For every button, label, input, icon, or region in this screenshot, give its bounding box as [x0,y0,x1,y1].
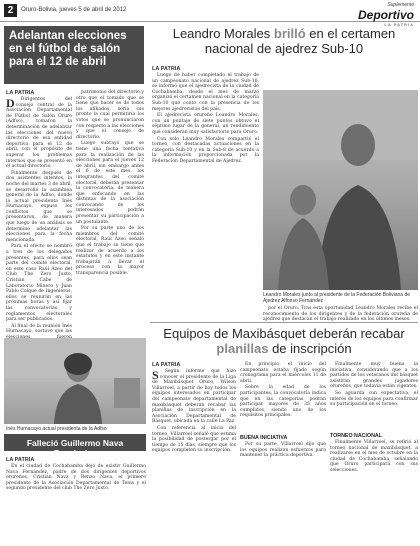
photo-ines-hurnacayo [4,338,146,424]
obituary-title-box [4,434,146,458]
maxi-p7: Se aguarda con expectativa, el interés de los equipos para confirmar su participación en el torneo. [330,390,418,408]
maxi-col3 [330,362,418,430]
maxi-col1 [152,369,236,542]
photo-leandro-morales [263,90,418,290]
chess-p3: Con solo Leandro Morales compartió el torneo, con destacadas actuaciones en la categoría Sub-10 y en la Sub-8 de acuerdo a la información proporcionada por la Federación Departamental de Ajedrez. [152,136,259,164]
futsal-p2: Finalmente después de dos asistentes intentos, la noche del martes 3 de abril, se desarrolló la asamblea general de la Adfso, donde la actual presidenta Inés Hurnacayo, expuso los conflictos que se presentaron, de manera que luego de un análisis se determinó adelantar las elecciones para la fecha mencionada. [6,170,72,243]
futsal-p5: patrimonio del directorio y otro que el tomado que se tiene que hacer es de todos los afiliados, sería sus pronto la cual permitiría los votos que se pronunciaron con respecto a las elecciones y que el consejo de directorio. [76,90,144,140]
maxi-p3: En principio, el inicio del campeonato estaba fijado según cronograma para el miércoles 11 de abril. [240,362,326,384]
maxi-p2: Con referencia al inicio del torneo, Villarroel señaló que estima la posibilidad de postergar por el tiempo de 15 días, siempre que los equipos completen su inscripción. [152,425,236,454]
obituary-text [6,464,146,542]
header-info: Oruro-Bolivia, jueves 5 de abril de 2012 [21,7,127,13]
maxi-p6: Finalmente muy buena la iniciativa, considerando que a los partidos de los veteranos del básquet asistirán grandes jugadores orureños, que todavía están vigentes. [330,362,418,390]
obituary-p1: En el ciudad de Cochabamba dejó de existir Guillermo Nava Fernández, padre de dos dirigentes deportivos orureños, Cristian Nava y Renzo Nava, el primero presidente de la Asociación Departamental de Tenis y el segundo presidente del club The Zero Justo. [6,464,146,492]
maxi-subhead-2: TORNEO NACIONAL [330,433,382,439]
page-number: 2 [4,4,17,17]
futsal-p3: Para el efecto se nombró a tres de los delegados presentes, para ellos sean parte del comité electoral, en este caso Raúl Azeo del Club The Zero Justo, Cristian Cabe de Laboratorio Minero y Juan Pablo Colque de Ingenieros, ellos se reunirán en las próximas horas y así fijar las convocatorias y reglamentos electorales para ser publicados. [6,244,72,323]
maxi-p5: Por su parte, Villarroel dijo que los equipos realizan esfuerzos para mantener la práctica deportiva. [240,442,326,459]
chess-headline [150,26,418,56]
futsal-p4: Al final de la reunión Inés Hurnacayo, sostuvo que las [6,323,72,335]
chess-section: LA PATRIA [152,66,181,72]
futsal-col1 [6,97,72,335]
maxi-col3b [330,440,418,542]
maxi-p8: Finalmente Villarroel, se refirió al torneo nacional de maxibásquet, a realizarse en el mes de octubre en la ciudad de Cochabamba, señalando que Oruro participará con sus selecciones. [330,440,418,473]
maxi-headline [150,326,418,356]
futsal-p1: Dirigentes del consejo central de la Asociación Departamental de Fútbol de Salón Oruro (Adfso), tomaron la determinación de adelantar las elecciones del nuevo directorio de esa entidad deportiva para el 12 de abril, con el propósito de superar los problemas internos que se presentó en el actual directorio. [6,97,72,170]
maxi-col2 [240,362,326,432]
futsal-p7: Por su parte uno de los miembros del comité electoral, Raúl Azeo señaló que el trabajo se tiene que realizar de acuerdo a los estatutos y en este instante trabajarán a llevar el proceso con la mayor transparencia posible. [76,226,144,276]
photo1-caption: Inés Hurnacayo actual presidenta de la Adfso [6,426,107,432]
section-divider [150,322,418,323]
maxi-p1: Según informe que hizo conocer el presidente de la Liga de Maxibásquet Oruro, Wilson Villarroel, a partir de hoy todos los equipos interesados en participar del campeonato departamental de maxibásquet deberán recabar las planillas de inscripción en la Asociación Departamental de Básquet, ubicada en la calle La Paz. [152,369,236,425]
maxi-headline-pre: Equipos de Maxibásquet deberán recabar [163,326,405,341]
obituary-title: Falleció Guillermo Nava Fernández [26,438,124,458]
maxi-col2b [240,442,326,542]
maxi-section: LA PATRIA [152,362,181,368]
futsal-headline: Adelantan elecciones en el fútbol de salón para el 12 de abril [9,30,127,68]
obituary-section: LA PATRIA [6,457,35,463]
chess-col1 [152,73,259,319]
chess-p1: Luego de haber completado el trabajo de un campeonato nacional de ajedrez Sub-10, se informó que el ajedrecista de la ciudad de Cochabamba, desde el mes de marzo organizó el certamen nacional en la categoría Sub-10 que contó con la presencia de los mejores ajedrecistas del país. [152,73,259,112]
supplement-logo [358,2,414,27]
futsal-col2 [76,90,144,335]
maxi-headline-highlight: planillas [216,341,269,356]
page-header [0,0,420,27]
brand-top: Suplemento [387,2,414,8]
brand-name: Deportivo [357,8,414,22]
drop-cap: D [6,96,15,110]
maxi-headline-post: de inscripción [268,341,352,356]
chess-headline-highlight: brilló [273,26,306,41]
brand-sub: LA PATRIA [384,22,414,27]
futsal-p6: Luego subrayó que se tiene una fecha tentativa para la realización de las elecciones para el jueves 12 de abril, sin embargo antes el 6 de este mes, los integrantes del comité electoral, deberán presentar la convocatoria, de manera que enfocando en las distintas de la asociación convocando de los interesados podrán presentar su participación a un postulante. [76,141,144,225]
chess-p2: El ajedrecista orureño Leandro Morales, con un puntaje de siete puntos obtuvo el séptimo lugar de la general, un rendimiento que consideran muy satisfactorio para Oruro. [152,113,259,135]
chess-photo-caption: Leandro Morales junto al presidente de la Federación Boliviana de Ajedrez Alfonso Fernández [263,292,411,304]
futsal-section: LA PATRIA [6,90,35,96]
chess-headline-post: en el certamen nacional de ajedrez Sub-10 [204,26,396,56]
chess-col2 [263,306,418,323]
maxi-p4: Sobre la edad de los participantes, la convocatoria indica que en las categorías podrán participar mayores de 35 años cumplidos, siendo uno de los requisitos principales. [240,385,326,419]
maxi-subhead-1: BUENA INICIATIVA [240,435,288,441]
maxi-drop-cap: S [152,368,159,382]
futsal-headline-box [4,26,144,84]
chess-p4: por el Oruro. Tras esta oportunidad Leandro Morales recibe el reconocimiento de los dirigentes y de la federación orureña de ajedrez que destacan el trabajo realizado en los últimos meses. [263,306,418,323]
chess-headline-pre: Leandro Morales [172,26,274,41]
